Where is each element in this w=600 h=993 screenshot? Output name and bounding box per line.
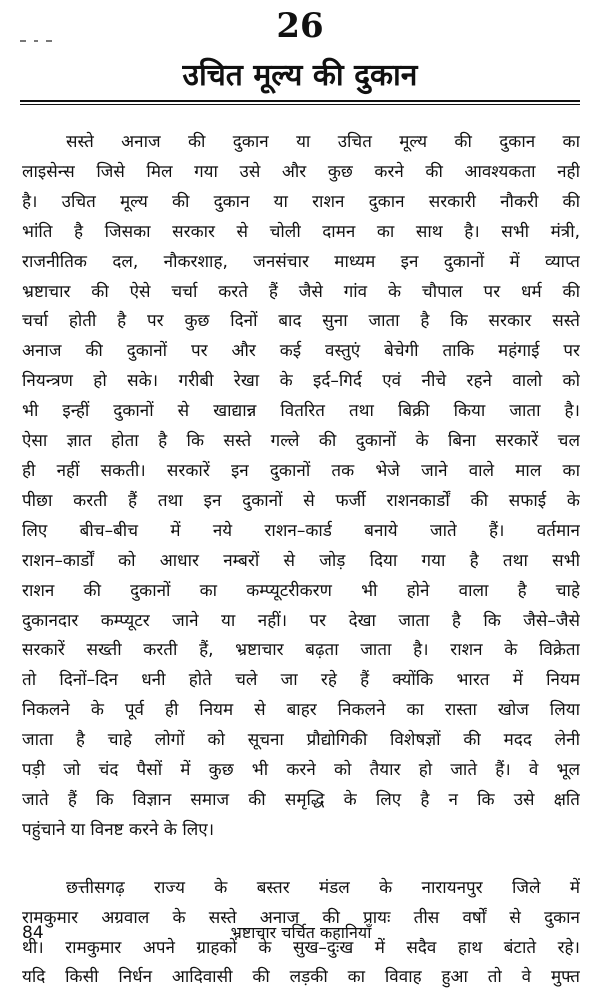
text-line: पड़ी जो चंद पैसों में कुछ भी करने को तैयार हो जाते हैं। वे भूल	[22, 760, 580, 781]
text-line: सरकारें सख्ती करती हैं, भ्रष्टाचार बढ़ता जाता है। राशन के विक्रेता	[22, 640, 580, 661]
text-line: भी इन्हीं दुकानों से खाद्यान्न वितरित तथा बिक्री किया जाता है।	[22, 401, 580, 422]
chapter-number: 26	[276, 6, 324, 46]
text-line: है। उचित मूल्य की दुकान या राशन दुकान सरकारी नौकरी की	[22, 191, 580, 212]
chapter-title: उचित मूल्य की दुकान	[182, 58, 418, 93]
text-line: चर्चा होती है पर कुछ दिनों बाद सुना जाता है कि सरकार सस्ते	[22, 311, 580, 332]
text-line: रामकुमार अग्रवाल के सस्ते अनाज की प्रायः तीस वर्षों से दुकान	[22, 907, 580, 928]
text-line: भांति है जिसका सरकार से चोली दामन का साथ है। सभी मंत्री,	[22, 221, 580, 242]
paragraph-gap	[22, 846, 580, 874]
text-line: यदि किसी निर्धन आदिवासी की लड़की का विवाह हुआ तो वे मुफ्त	[22, 967, 580, 988]
text-line: नियन्त्रण हो सके। गरीबी रेखा के इर्द–गिर्द एवं नीचे रहने वालो को	[22, 371, 580, 392]
chapter-body	[22, 128, 580, 993]
text-line: अनाज की दुकानों पर और कई वस्तुएं बेचेगी ताकि महंगाई पर	[22, 341, 580, 362]
text-line: लाइसेन्स जिसे मिल गया उसे और कुछ करने की आवश्यकता नही	[22, 161, 580, 182]
text-line: छत्तीसगढ़ राज्य के बस्तर मंडल के नारायनपुर जिले में	[66, 877, 580, 898]
paragraph	[22, 128, 580, 846]
title-rule-thick	[20, 100, 580, 102]
text-line: जाता है चाहे लोगों को सूचना प्रौद्योगिकी विशेषज्ञों की मदद लेनी	[22, 730, 580, 751]
text-line: राशन–कार्डों को आधार नम्बरों से जोड़ दिया गया है तथा सभी	[22, 550, 580, 571]
text-line: राजनीतिक दल, नौकरशाह, जनसंचार माध्यम इन दुकानों में व्याप्त	[22, 251, 580, 272]
text-line: तो दिनों–दिन धनी होते चले जा रहे हैं क्योंकि भारत में नियम	[22, 670, 580, 691]
page-number: 84	[22, 923, 44, 943]
text-line: राशन की दुकानों का कम्प्यूटरीकरण भी होने वाला है चाहे	[22, 580, 580, 601]
page-footer	[22, 918, 580, 948]
text-line: ऐसा ज्ञात होता है कि सस्ते गल्ले की दुकानों के बिना सरकारें चल	[22, 431, 580, 452]
book-title: भ्रष्टाचार चर्चित कहानियाँ	[230, 923, 372, 942]
text-line: ही नहीं सकती। सरकारें इन दुकानों तक भेजे जाने वाले माल का	[22, 460, 580, 481]
text-line: लिए बीच–बीच में नये राशन–कार्ड बनाये जाते हैं। वर्तमान	[22, 520, 580, 541]
title-rule-thin	[20, 104, 580, 105]
text-line: पीछा करती हैं तथा इन दुकानों से फर्जी राशनकार्डों की सफाई के	[22, 490, 580, 511]
text-line: पहुंचाने या विनष्ट करने के लिए।	[22, 819, 215, 840]
text-line: निकलने के पूर्व ही नियम से बाहर निकलने का रास्ता खोज लिया	[22, 700, 580, 721]
text-line: दुकानदार कम्प्यूटर जाने या नहीं। पर देखा जाता है कि जैसे–जैसे	[22, 610, 580, 631]
text-line: थी। रामकुमार अपने ग्राहकों के सुख–दुःख में सदैव हाथ बंटाते रहे।	[22, 937, 580, 958]
text-line: भ्रष्टाचार की ऐसे चर्चा करते हैं जैसे गांव के चौपाल पर धर्म की	[22, 281, 580, 302]
text-line: जाते हैं कि विज्ञान समाज की समृद्धि के लिए है न कि उसे क्षति	[22, 789, 580, 810]
text-line: सस्ते अनाज की दुकान या उचित मूल्य की दुकान का	[66, 132, 580, 152]
